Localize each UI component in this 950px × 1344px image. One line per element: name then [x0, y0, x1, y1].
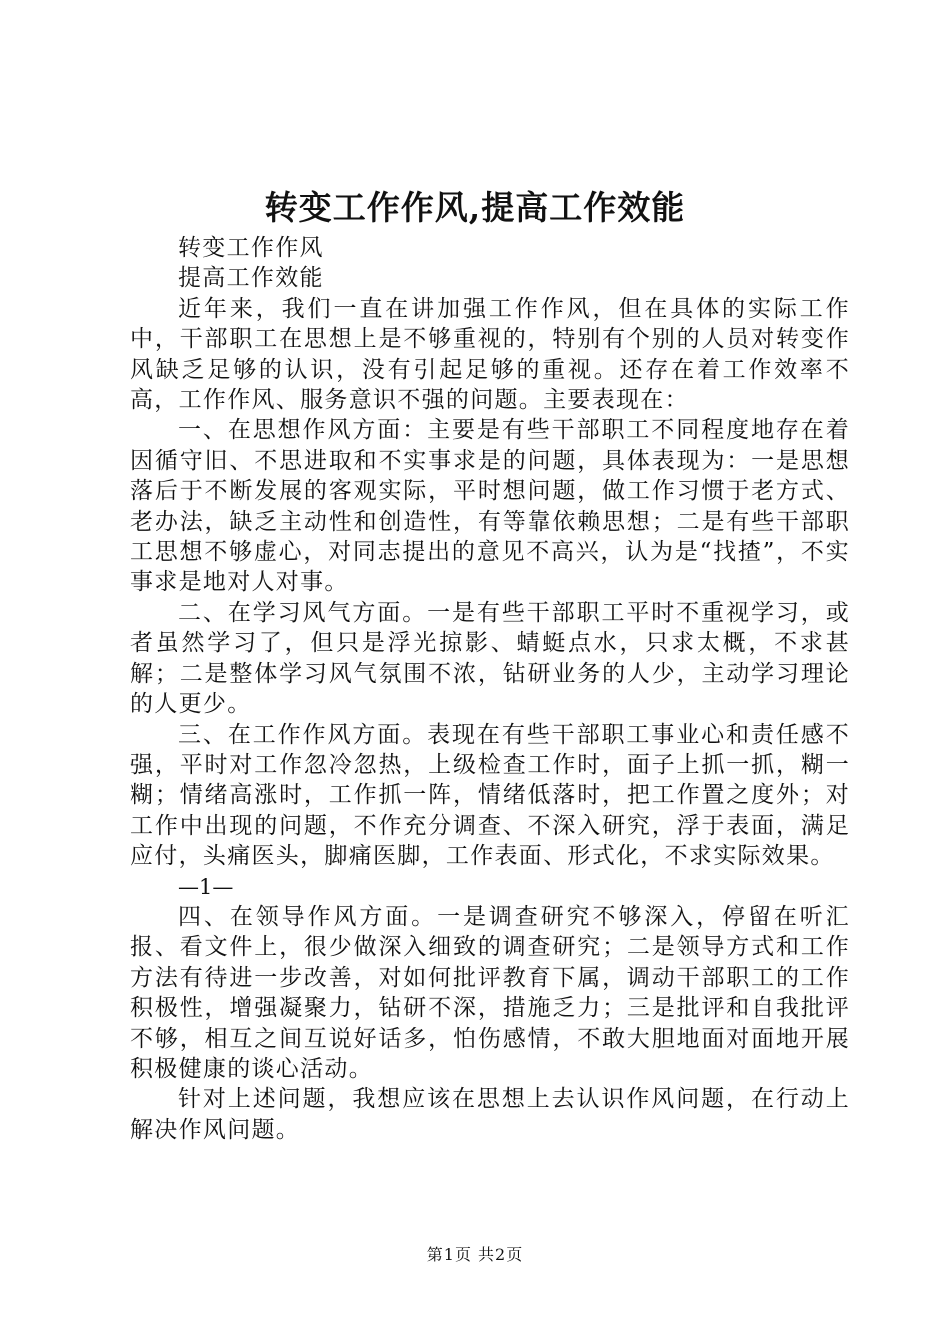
subtitle-line-1: 转变工作作风: [178, 235, 324, 261]
document-body: [130, 233, 850, 1145]
section-thinking-style: 一、在思想作风方面：主要是有些干部职工不同程度地存在着因循守旧、不思进取和不实事求是的问题，具体表现为：一是思想落后于不断发展的客观实际，平时想问题，做工作习惯于老方式、老办法，缺乏主动性和创造性，有等靠依赖思想；二是有些干部职工思想不够虚心，对同志提出的意见不高兴，认为是“找揸”，不实事求是地对人对事。: [130, 417, 850, 596]
section-leadership-style: 四、在领导作风方面。一是调查研究不够深入，停留在听汇报、看文件上，很少做深入细致的调查研究；二是领导方式和工作方法有待进一步改善，对如何批评教育下属，调动干部职工的工作积极性，增强凝聚力，钻研不深，措施乏力；三是批评和自我批评不够，相互之间互说好话多，怕伤感情，不敢大胆地面对面地开展积极健康的谈心活动。: [130, 903, 850, 1082]
section-study-atmosphere: 二、在学习风气方面。一是有些干部职工平时不重视学习，或者虽然学习了，但只是浮光掠影、蜻蜓点水，只求太概，不求甚解；二是整体学习风气氛围不浓，钻研业务的人少，主动学习理论的人更少。: [130, 599, 850, 718]
intro-paragraph: 近年来，我们一直在讲加强工作作风，但在具体的实际工作中，干部职工在思想上是不够重视的，特别有个别的人员对转变作风缺乏足够的认识，没有引起足够的重视。还存在着工作效率不高，工作作风、服务意识不强的问题。主要表现在：: [130, 295, 850, 414]
conclusion-paragraph: 针对上述问题，我想应该在思想上去认识作风问题，在行动上解决作风问题。: [130, 1086, 850, 1143]
subtitle-line-2: 提高工作效能: [178, 265, 324, 292]
document-title: 转变工作作风,提高工作效能: [264, 188, 686, 227]
page-footer: 第1页 共2页: [426, 1245, 524, 1264]
section-work-style: 三、在工作作风方面。表现在有些干部职工事业心和责任感不强，平时对工作忽冷忽热，上级检查工作时，面子上抓一抓，糊一糊；情绪高涨时，工作抓一阵，情绪低落时，把工作置之度外；对工作中出现的问题，不作充分调查、不深入研究，浮于表面，满足应付，头痛医头，脚痛医脚，工作表面、形式化，不求实际效果。: [130, 721, 850, 870]
inline-page-mark: —1—: [178, 874, 234, 899]
